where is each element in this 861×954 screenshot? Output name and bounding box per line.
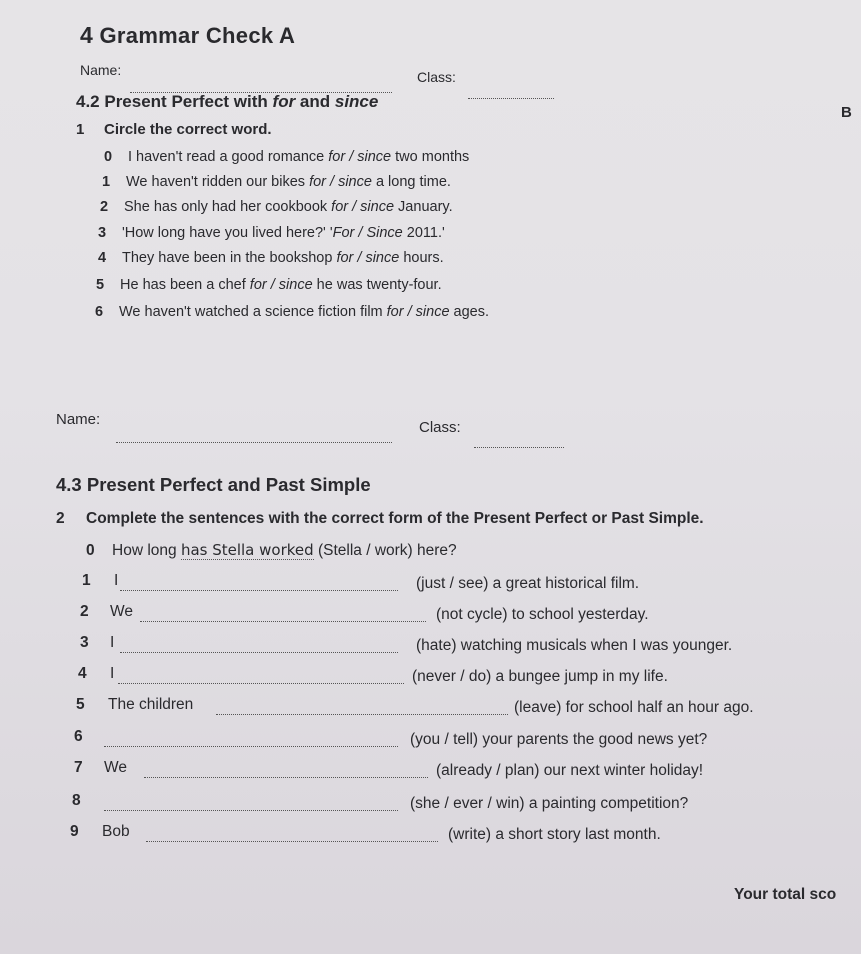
class-label-2: Class: (419, 419, 461, 436)
exercise-2-item-number: 6 (74, 728, 83, 745)
answer-blank[interactable] (104, 746, 398, 747)
exercise-1-item: 0 I haven't read a good romance for / since two months (104, 149, 470, 165)
page-title (80, 22, 295, 49)
word-choice[interactable]: for / since (386, 304, 450, 320)
exercise-2-item-number: 4 (78, 665, 87, 682)
answer-blank[interactable] (104, 810, 398, 811)
exercise-2-prompt: (leave) for school half an hour ago. (514, 699, 754, 716)
exercise-2-prompt: (she / ever / win) a painting competition? (410, 795, 689, 812)
exercise-2-subject: Bob (102, 823, 130, 840)
answer-blank[interactable] (118, 683, 404, 684)
side-letter: B (841, 104, 852, 121)
exercise-2-item-number: 7 (74, 759, 83, 776)
exercise-1-item: 6 We haven't watched a science fiction film for / since ages. (95, 304, 490, 320)
word-choice[interactable]: for / since (309, 174, 372, 190)
name-field-2[interactable] (116, 430, 392, 448)
instruction-2: 2 Complete the sentences with the correct form of the Present Perfect or Past Simple. (56, 510, 704, 527)
answer-blank[interactable] (140, 621, 426, 622)
exercise-2-subject: We (110, 603, 133, 620)
exercise-2-prompt: (you / tell) your parents the good news yet? (410, 731, 708, 748)
exercise-2-subject: I (110, 634, 115, 651)
answer-blank[interactable] (144, 777, 428, 778)
section-4-3-title: 4.3 Present Perfect and Past Simple (56, 474, 371, 495)
exercise-2-item-number: 3 (80, 634, 89, 651)
exercise-2-item-number: 2 (80, 603, 89, 620)
word-choice[interactable]: for / since (331, 199, 395, 215)
exercise-2-subject: I (114, 572, 119, 589)
exercise-1-item: 5 He has been a chef for / since he was twenty-four. (96, 277, 442, 293)
exercise-2-prompt: (just / see) a great historical film. (416, 575, 640, 592)
exercise-2-subject: The children (108, 696, 194, 713)
class-field-2[interactable] (474, 435, 564, 453)
exercise-1-item: 4 They have been in the bookshop for / since hours. (98, 250, 444, 266)
exercise-2-subject: We (104, 759, 127, 776)
class-label: Class: (417, 69, 456, 85)
word-choice[interactable]: for / since (249, 277, 313, 293)
section-4-2-title: 4.2 Present Perfect with for and since (76, 92, 379, 111)
exercise-1-item: 3 'How long have you lived here?' 'For / Since 2011.' (98, 225, 445, 241)
exercise-2-prompt: (never / do) a bungee jump in my life. (412, 668, 668, 685)
word-choice[interactable]: For / Since (332, 225, 403, 241)
word-choice[interactable]: for / since (336, 250, 400, 266)
instruction-1: 1 Circle the correct word. (76, 121, 272, 138)
exercise-1-item: 1 We haven't ridden our bikes for / since a long time. (102, 174, 451, 190)
exercise-2-item-number: 1 (82, 572, 91, 589)
name-label: Name: (80, 62, 122, 78)
total-score-label: Your total sco (734, 886, 837, 903)
exercise-1-item: 2 She has only had her cookbook for / since January. (100, 199, 453, 215)
exercise-2-prompt: (not cycle) to school yesterday. (436, 606, 649, 623)
word-choice[interactable]: for / since (328, 149, 392, 165)
chapter-title: Grammar Check A (99, 23, 296, 48)
example-item: 0 How long has Stella worked (Stella / work) here? (86, 541, 457, 559)
class-field[interactable] (468, 86, 554, 104)
exercise-2-prompt: (write) a short story last month. (448, 826, 661, 843)
exercise-2-prompt: (hate) watching musicals when I was younger. (416, 637, 733, 654)
answer-blank[interactable] (120, 590, 398, 591)
name-label-2: Name: (56, 411, 101, 428)
chapter-number: 4 (80, 22, 94, 48)
answer-blank[interactable] (120, 652, 398, 653)
exercise-2-prompt: (already / plan) our next winter holiday! (436, 762, 704, 779)
exercise-2-item-number: 5 (76, 696, 85, 713)
answer-blank[interactable] (146, 841, 438, 842)
exercise-2-item-number: 9 (70, 823, 79, 840)
exercise-2-item-number: 8 (72, 792, 81, 809)
answer-blank[interactable] (216, 714, 508, 715)
example-answer: has Stella worked (180, 541, 314, 559)
exercise-2-subject: I (110, 665, 115, 682)
